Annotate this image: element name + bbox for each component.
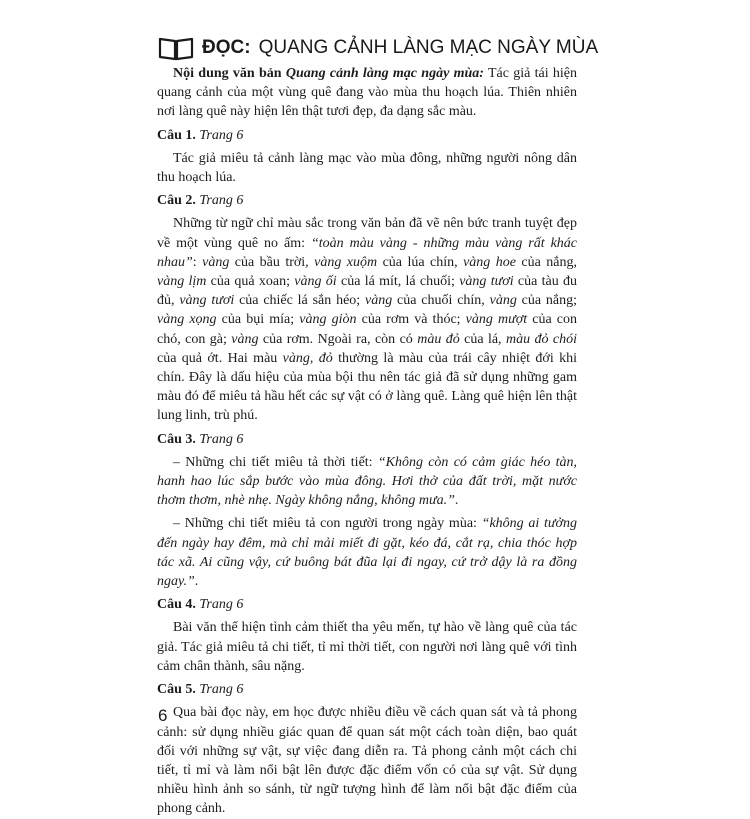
question-2-answer [157,214,577,425]
answer-text: của tàu đu đủ, [157,274,578,309]
emphasis-text: màu đỏ [417,331,460,347]
emphasis-text: vàng [365,293,393,309]
emphasis-text: vàng tươi [459,274,514,290]
question-4-heading: Câu 4. Trang 6 [157,597,244,613]
emphasis-text: vàng [489,293,517,309]
answer-text: thường là màu của trái cây nhiệt đới khi chín. Đây là dấu hiệu của mùa bội thu nên tác giả đã sử dụng những gam màu đó để miêu tả hầu hết các sự vật có ở làng quê. Làng quê hiện lên thật lung linh, trù phú. [157,350,577,424]
answer-text: của con chó, con gà; [157,312,578,347]
answer-text: của rơm. Ngoài ra, còn có [258,331,418,347]
question-3-answer-item [157,453,577,511]
question-2-heading: Câu 2. Trang 6 [157,193,244,209]
answer-text: Những từ ngữ chỉ màu sắc trong văn bản đã vẽ nên bức tranh tuyệt đẹp về một vùng quê no ấm: [157,216,577,251]
emphasis-text: vàng hoe [463,254,516,270]
page-number: 6 [158,706,168,725]
answer-text: của lúa chín, [377,254,464,270]
question-3-answers [157,453,577,591]
page-ref: Trang 6 [199,597,244,613]
answer-text: của rơm và thóc; [356,312,466,328]
answer-text: . [194,574,199,590]
answer-text: của bầu trời, [229,254,315,270]
section-header [158,33,598,63]
open-book-icon [158,35,194,61]
answer-text: – Những chi tiết miêu tả con người trong ngày mùa: [173,516,482,532]
emphasis-text: vàng tươi [179,293,235,309]
section-title: QUANG CẢNH LÀNG MẠC NGÀY MÙA [258,37,599,58]
question-3-answer-item [157,514,577,591]
answer-text: : [192,254,203,270]
answer-text: của lá mít, lá chuối; [336,274,460,290]
page-ref: Trang 6 [199,127,244,143]
question-1-answer: Tác giả miêu tả cảnh làng mạc vào mùa đông, những người nông dân thu hoạch lúa. [157,150,577,186]
answer-text: – Những chi tiết miêu tả thời tiết: [173,454,378,470]
emphasis-text: vàng, đỏ [282,350,333,366]
answer-text: . [454,493,459,509]
section-label: ĐỌC: [202,37,251,58]
question-5-heading: Câu 5. Trang 6 [157,682,244,698]
emphasis-text: vàng lịm [157,274,207,290]
answer-text: của nắng; [516,293,578,309]
intro-lead: Nội dung văn bản [173,66,282,81]
page-ref: Trang 6 [199,193,244,209]
intro-paragraph [157,64,577,122]
emphasis-text: vàng xọng [157,312,217,328]
page-body [157,64,577,819]
question-3-heading: Câu 3. Trang 6 [157,431,244,447]
emphasis-text: màu đỏ chói [505,331,577,347]
emphasis-text: vàng [202,254,230,270]
emphasis-text: “toàn màu vàng - những màu vàng rất khác nhau” [157,235,578,270]
page-ref: Trang 6 [199,431,244,447]
answer-text: của chuối chín, [392,293,490,309]
question-4-answer: Bài văn thể hiện tình cảm thiết tha yêu mến, tự hào về làng quê của tác giả. Tác giả miêu tả chi tiết, tỉ mỉ thời tiết, con người nơi làng quê với tình cảm chân thành, sâu nặng. [157,620,577,674]
emphasis-text: vàng [231,331,259,347]
question-5-answer: Qua bài đọc này, em học được nhiều điều về cách quan sát và tả phong cảnh: sử dụng nhiều giác quan để quan sát một cách toàn diện, bao quát đối với những sự vật, sự việc đang diễn ra. Tả phong cảnh một cách chi tiết, tỉ mỉ và làm nổi bật lên được đặc điểm vốn có của sự vật. Sử dụng nhiều hình ảnh so sánh, từ ngữ tượng hình để làm nổi bật đặc điểm của phong cảnh. [157,705,577,817]
emphasis-text: vàng xuộm [314,254,378,270]
answer-text: của quả ớt. Hai màu [157,350,283,366]
answer-text: của lá, [459,331,506,347]
answer-text: của bụi mía; [216,312,300,328]
intro-work-title: Quang cảnh làng mạc ngày mùa: [285,66,484,81]
emphasis-text: vàng ối [294,274,337,290]
emphasis-text: vàng mượt [465,312,528,328]
answer-text: của nắng, [515,254,577,270]
emphasis-text: “không ai tưởng đến ngày hay đêm, mà chỉ mải miết đi gặt, kéo đá, cắt rạ, chia thóc hợp tác xã. Ai cũng vậy, cứ buông bát đũa lại đi ngay, cứ trở dậy là ra đồng ngay.” [157,516,577,590]
answer-text: của chiếc lá sắn héo; [234,293,365,309]
page-ref: Trang 6 [199,682,244,698]
emphasis-text: vàng giòn [299,312,357,328]
emphasis-text: “Không còn có cảm giác héo tàn, hanh hao lúc sắp bước vào mùa đông. Hơi thở của đất trời, mặt nước thơm thơm, nhè nhẹ. Ngày không nắng, không mưa.” [157,454,577,509]
intro-text: Tác giả tái hiện quang cảnh của một vùng quê đang vào mùa thu hoạch lúa. Thiên nhiên nơi làng quê này hiện lên thật tươi đẹp, đa dạng sắc màu. [157,66,578,120]
question-1-heading: Câu 1. Trang 6 [157,127,244,143]
answer-text: của quả xoan; [206,274,295,290]
